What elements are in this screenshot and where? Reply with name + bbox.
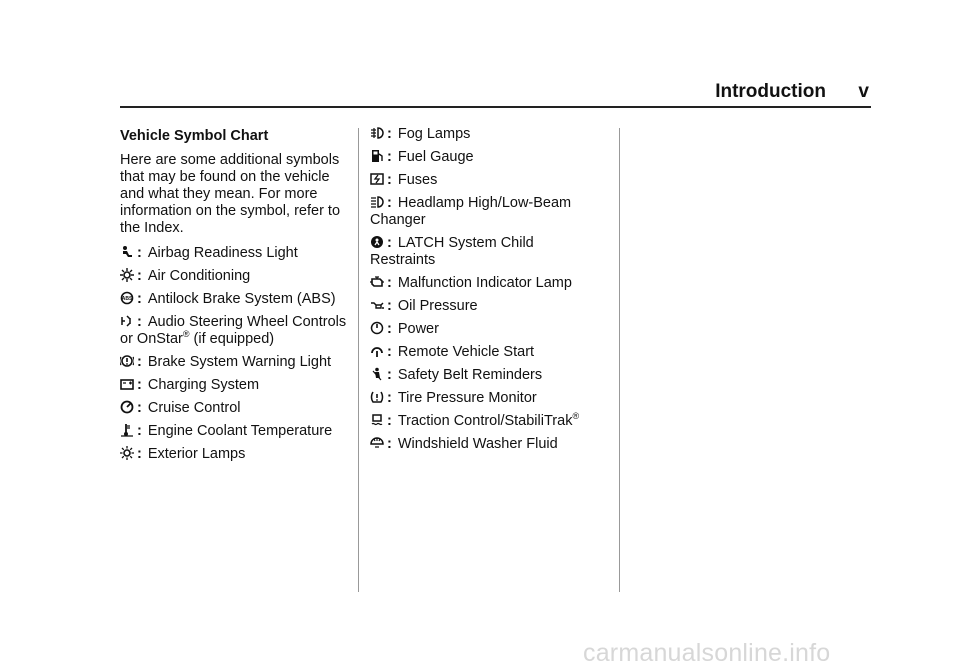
abs-icon: [120, 291, 134, 305]
symbol-colon: :: [387, 149, 392, 165]
traction-control-icon: [370, 413, 384, 427]
symbol-label: Remote Vehicle Start: [397, 344, 535, 360]
remote-start-icon: [370, 344, 384, 358]
symbol-item: [120, 400, 350, 417]
fuel-gauge-icon: [370, 149, 384, 163]
symbol-label: Air Conditioning: [147, 268, 251, 284]
fuses-icon: [370, 172, 384, 186]
fog-lamps-icon: [370, 126, 384, 140]
coolant-temperature-icon: [120, 423, 134, 437]
cruise-control-icon: [120, 400, 134, 414]
symbol-list-1: [120, 245, 350, 463]
symbol-colon: :: [387, 195, 392, 211]
symbol-column-2: [370, 126, 600, 459]
symbol-item: [370, 413, 600, 430]
tire-pressure-icon: [370, 390, 384, 404]
symbol-label: Tire Pressure Monitor: [397, 390, 537, 406]
symbol-item: [120, 377, 350, 394]
symbol-list-2: [370, 126, 600, 453]
symbol-item: [120, 354, 350, 371]
airbag-icon: [120, 245, 134, 259]
battery-icon: [120, 377, 134, 391]
symbol-label: Antilock Brake System (ABS): [147, 291, 336, 307]
intro-paragraph: Here are some additional symbols that may be found on the vehicle and what they mean. For more information on the symbol, refer to the Index.: [120, 152, 341, 236]
symbol-label: Engine Coolant Temperature: [147, 423, 333, 439]
column-divider: [619, 128, 620, 592]
registered-mark: ®: [572, 411, 580, 421]
symbol-colon: :: [137, 446, 142, 462]
symbol-item: [370, 321, 600, 338]
power-icon: [370, 321, 384, 335]
oil-pressure-icon: [370, 298, 384, 312]
symbol-item: [370, 390, 600, 407]
symbol-colon: :: [387, 235, 392, 251]
washer-fluid-icon: [370, 436, 384, 450]
symbol-label: Oil Pressure: [397, 298, 478, 314]
symbol-colon: :: [137, 354, 142, 370]
symbol-label: Cruise Control: [147, 400, 241, 416]
symbol-label: Fuses: [397, 172, 438, 188]
symbol-item: [120, 268, 350, 285]
symbol-item: [370, 436, 600, 453]
symbol-colon: :: [387, 321, 392, 337]
headlamp-beam-icon: [370, 195, 384, 209]
symbol-label: Traction Control/StabiliTrak: [397, 413, 573, 429]
chart-title: Vehicle Symbol Chart: [120, 128, 269, 144]
symbol-colon: :: [137, 314, 142, 330]
symbol-item: [370, 235, 600, 269]
registered-mark: ®: [182, 329, 190, 339]
symbol-column-1: [120, 126, 350, 469]
symbol-label: Safety Belt Reminders: [397, 367, 543, 383]
exterior-lamps-icon: [120, 446, 134, 460]
symbol-label: Exterior Lamps: [147, 446, 246, 462]
symbol-label: Windshield Washer Fluid: [397, 436, 558, 452]
symbol-colon: :: [387, 126, 392, 142]
column-divider: [358, 128, 359, 592]
symbol-colon: :: [387, 344, 392, 360]
symbol-item: [370, 172, 600, 189]
symbol-colon: :: [137, 400, 142, 416]
symbol-label: Brake System Warning Light: [147, 354, 332, 370]
symbol-colon: :: [387, 275, 392, 291]
symbol-colon: :: [387, 298, 392, 314]
symbol-item: [370, 126, 600, 143]
symbol-item: [370, 298, 600, 315]
symbol-colon: :: [137, 291, 142, 307]
symbol-item: [370, 344, 600, 361]
section-title: Introduction: [715, 81, 826, 102]
symbol-label: LATCH System Child Restraints: [370, 235, 534, 268]
symbol-item: [120, 245, 350, 262]
symbol-colon: :: [387, 390, 392, 406]
air-conditioning-icon: [120, 268, 134, 282]
symbol-label: Audio Steering Wheel Controls or OnStar: [120, 314, 347, 347]
symbol-label: Charging System: [147, 377, 260, 393]
symbol-colon: :: [387, 436, 392, 452]
symbol-colon: :: [387, 413, 392, 429]
symbol-label-suffix: (if equipped): [189, 331, 275, 347]
symbol-label: Headlamp High/Low-Beam Changer: [370, 195, 572, 228]
symbol-item: [120, 291, 350, 308]
watermark: carmanualsonline.info: [583, 639, 831, 667]
seat-belt-icon: [370, 367, 384, 381]
latch-icon: [370, 235, 384, 249]
symbol-label: Airbag Readiness Light: [147, 245, 298, 261]
brake-warning-icon: [120, 354, 134, 368]
engine-icon: [370, 275, 384, 289]
symbol-label: Power: [397, 321, 439, 337]
symbol-label: Malfunction Indicator Lamp: [397, 275, 572, 291]
page-header: [120, 80, 871, 108]
symbol-colon: :: [387, 172, 392, 188]
symbol-label: Fog Lamps: [397, 126, 471, 142]
symbol-colon: :: [137, 423, 142, 439]
symbol-colon: :: [137, 245, 142, 261]
symbol-item: [370, 149, 600, 166]
symbol-colon: :: [387, 367, 392, 383]
steering-audio-icon: [120, 314, 134, 328]
symbol-label: Fuel Gauge: [397, 149, 474, 165]
svg-text:ABS: ABS: [121, 296, 133, 302]
page-number: v: [858, 81, 869, 102]
symbol-item: [120, 423, 350, 440]
symbol-colon: :: [137, 377, 142, 393]
symbol-item: [370, 195, 600, 229]
symbol-item: [120, 446, 350, 463]
symbol-item: [370, 367, 600, 384]
symbol-item: [370, 275, 600, 292]
symbol-colon: :: [137, 268, 142, 284]
symbol-item: [120, 314, 350, 348]
